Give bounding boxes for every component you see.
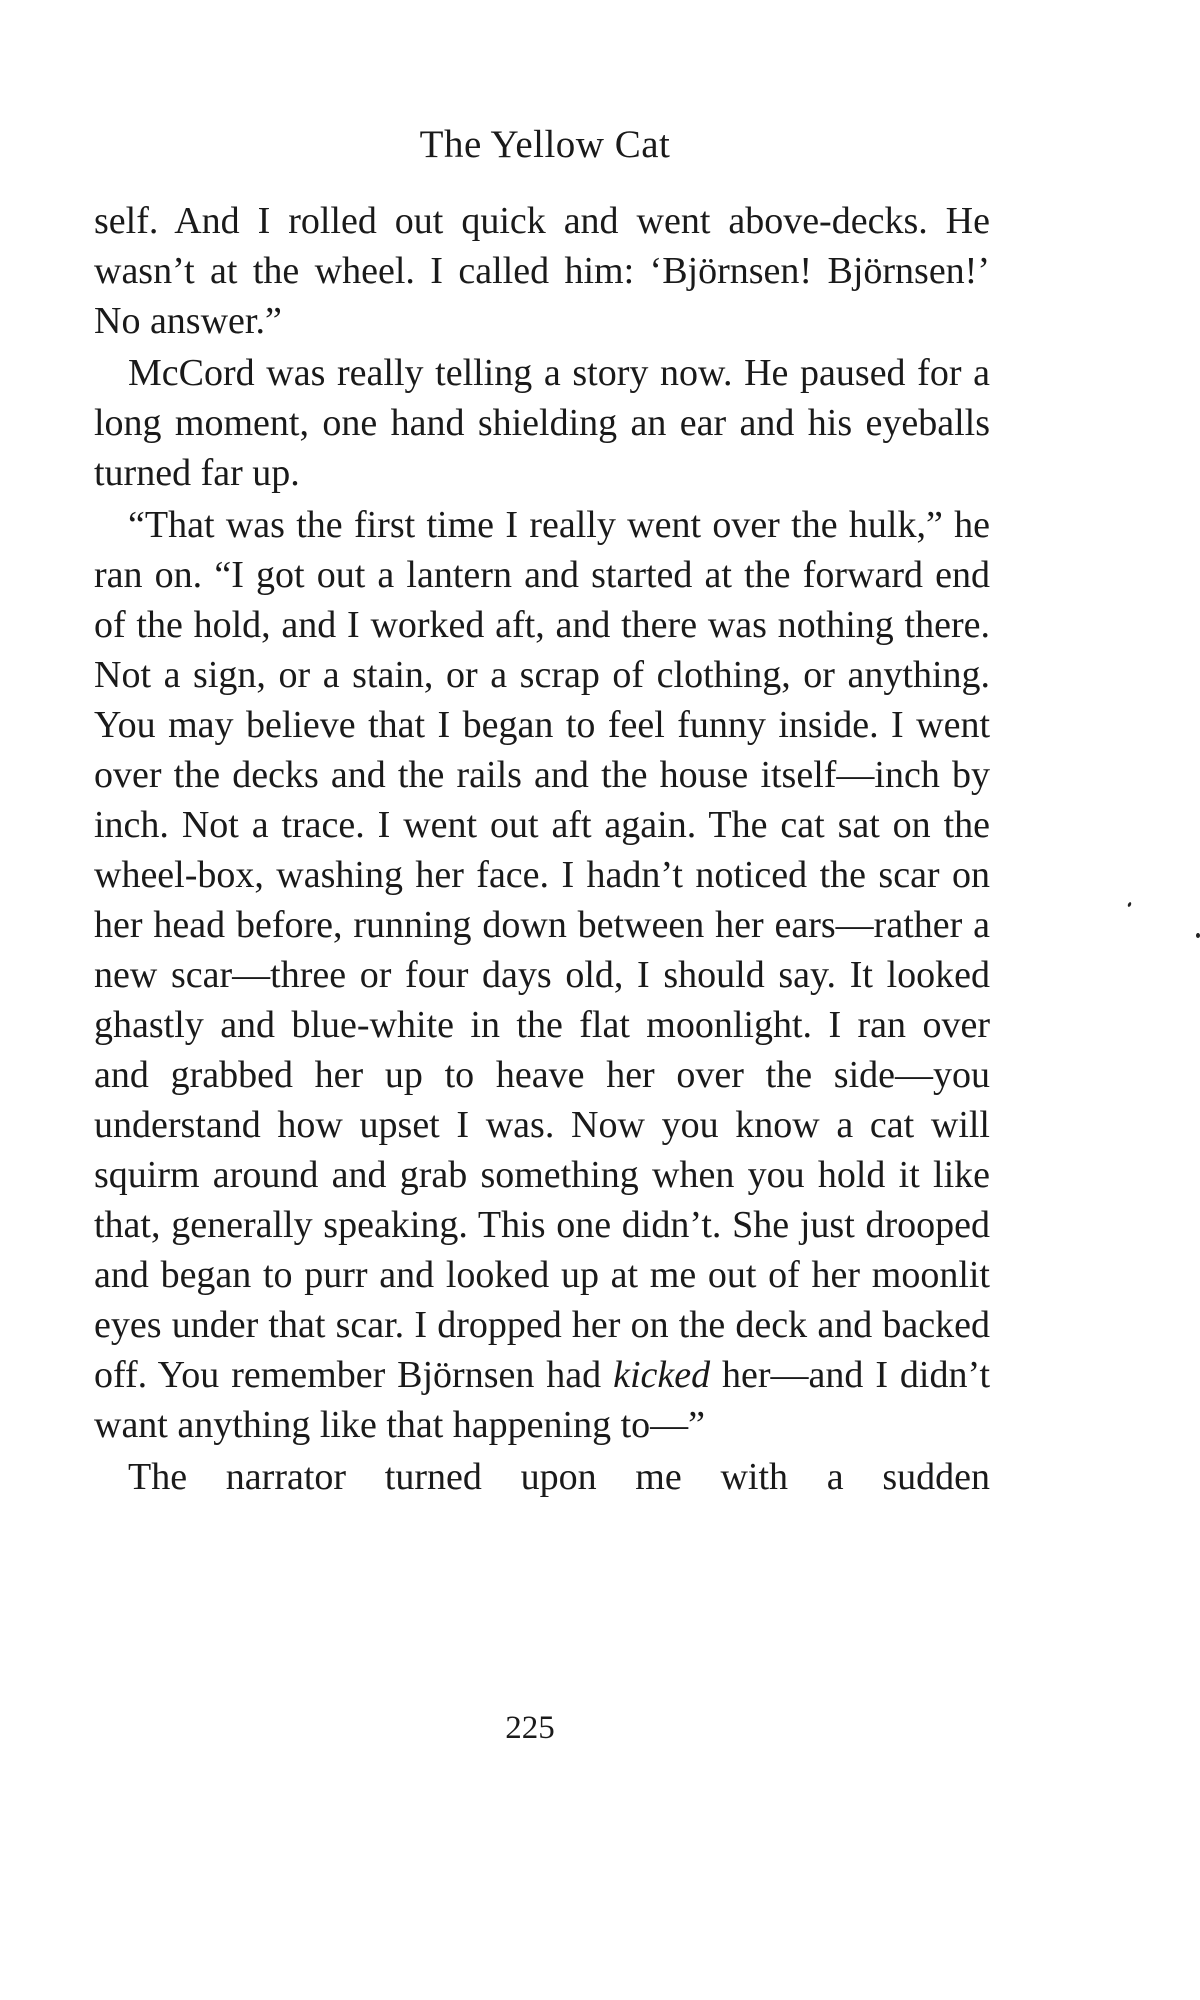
page-number: 225	[505, 1710, 555, 1746]
paragraph-narration	[94, 500, 990, 1450]
ink-speck	[1196, 933, 1200, 938]
paragraph-mccord: McCord was really telling a story now. He paused for a long moment, one hand shielding an ear and his eyeballs turned far up.	[94, 352, 990, 494]
emphasis-kicked: kicked	[613, 1354, 711, 1396]
narration-after: her—and I didn’t want anything like that happening to—”	[94, 1354, 991, 1446]
ink-speck	[1127, 902, 1132, 908]
paragraph-continuation: self. And I rolled out quick and went above-decks. He wasn’t at the wheel. I called him: ‘Björnsen! Björnsen!’ No answer.”	[94, 200, 990, 342]
body-text	[94, 196, 990, 1504]
narration-before: “That was the first time I really went over the hulk,” he ran on. “I got out a lantern and started at the forward end of the hold, and I worked aft, and there was nothing there. Not a sign, or a stain, or a scrap of clothing, or anything. You may believe that I began to feel funny inside. I went over the decks and the rails and the house itself—inch by inch. Not a trace. I went out aft again. The cat sat on the wheel-box, washing her face. I hadn’t noticed the scar on her head before, running down between her ears—rather a new scar—three or four days old, I should say. It looked ghastly and blue-white in the flat moonlight. I ran over and grabbed her up to heave her over the side—you understand how upset I was. Now you know a cat will squirm around and grab something when you hold it like that, generally speaking. This one didn’t. She just drooped and began to purr and looked up at me out of her moonlit eyes under that scar. I dropped her on the deck and backed off. You remember Björnsen had	[94, 504, 990, 1396]
paragraph-final: The narrator turned upon me with a sudden	[128, 1456, 990, 1498]
running-head: The Yellow Cat	[419, 123, 671, 166]
